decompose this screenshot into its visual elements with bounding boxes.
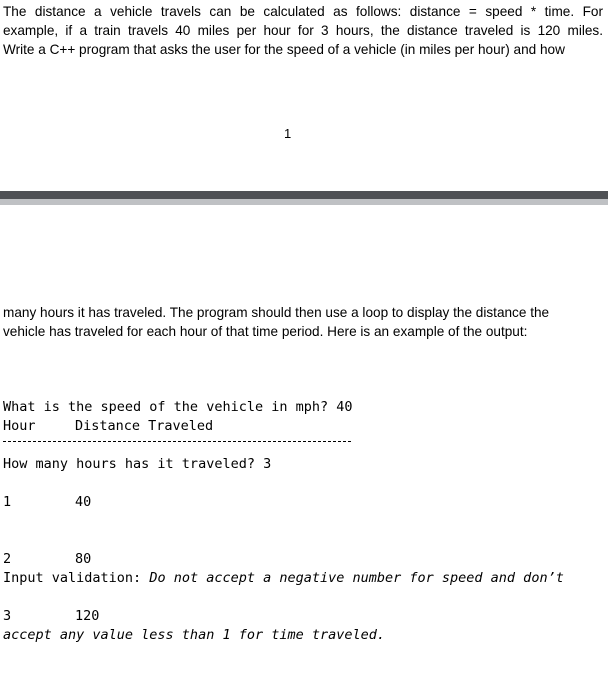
distance-cell: 80 [75, 551, 92, 567]
table-header-hour: Hour [3, 418, 36, 434]
paragraph-line: The distance a vehicle travels can be calculated as follows: distance = speed * time. For [3, 4, 603, 19]
problem-paragraph-part-one [3, 2, 603, 59]
page-number: 1 [284, 126, 292, 141]
page-break-divider [0, 191, 608, 205]
input-validation-note [3, 531, 564, 683]
problem-paragraph-part-two [3, 303, 603, 341]
page-break-dark-band [0, 191, 608, 199]
paragraph-line: example, if a train travels 40 miles per hour for 3 hours, the distance traveled is 120 miles. [3, 23, 603, 38]
paragraph-line: Write a C++ program that asks the user for the speed of a vehicle (in miles per hour) and how [3, 42, 565, 57]
validation-text: Do not accept a negative number for speed and don’t [149, 570, 564, 586]
hours-prompt-line: How many hours has it traveled? 3 [3, 456, 272, 472]
hour-cell: 3 [3, 608, 12, 624]
validation-line-two: accept any value less than 1 for time traveled. [3, 627, 386, 643]
sample-output-dialog [3, 360, 353, 512]
validation-label: Input validation: [3, 570, 150, 586]
page-break-light-band [0, 199, 608, 205]
speed-prompt-line: What is the speed of the vehicle in mph? 40 [3, 399, 353, 415]
validation-line-one [3, 569, 564, 588]
table-header-distance: Distance Traveled [75, 418, 214, 434]
distance-cell: 120 [75, 608, 100, 624]
distance-cell: 40 [75, 494, 92, 510]
table-header-divider [3, 441, 351, 442]
paragraph-line: many hours it has traveled. The program should then use a loop to display the distance the [3, 305, 550, 320]
hour-cell: 2 [3, 551, 12, 567]
hour-cell: 1 [3, 494, 12, 510]
paragraph-line: vehicle has traveled for each hour of that time period. Here is an example of the output: [3, 324, 528, 339]
